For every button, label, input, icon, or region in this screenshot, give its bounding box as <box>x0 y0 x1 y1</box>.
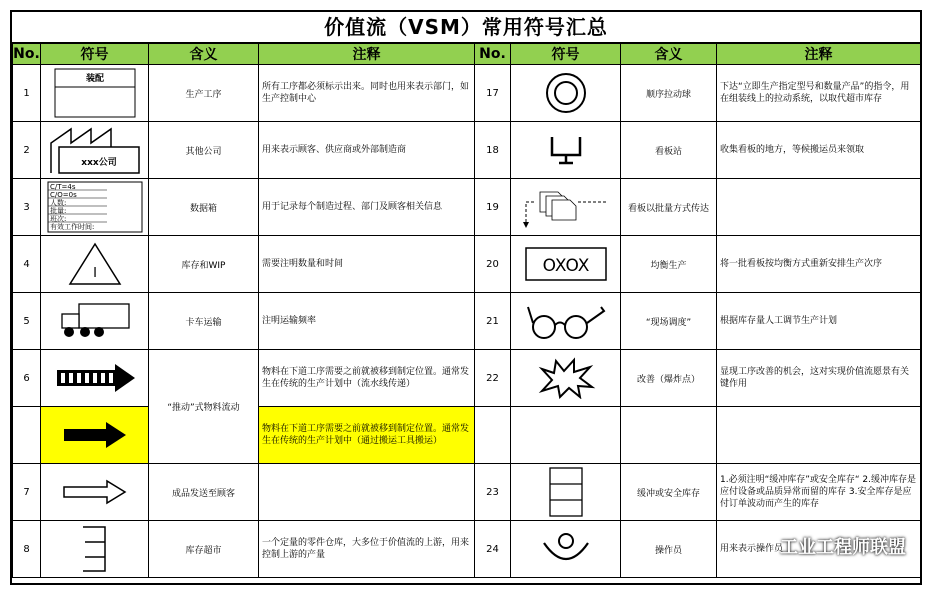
row-note: 用来表示顾客、供应商或外部制造商 <box>259 122 475 179</box>
data-box-line: 有效工作时间: <box>49 223 94 231</box>
supermarket-icon <box>41 521 149 578</box>
row-meaning: 库存超市 <box>149 521 259 578</box>
row-meaning <box>621 407 717 464</box>
row-note: 根据库存量人工调节生产计划 <box>717 293 921 350</box>
sequence-pull-ball-icon <box>511 65 621 122</box>
operator-icon <box>511 521 621 578</box>
data-box-line: C/O=0s <box>49 191 77 199</box>
row-meaning: 缓冲或安全库存 <box>621 464 717 521</box>
row-no: 3 <box>13 179 41 236</box>
row-meaning: 看板以批量方式传达 <box>621 179 717 236</box>
row-no: 18 <box>475 122 511 179</box>
data-box-line: 批量: <box>49 207 66 215</box>
data-box-line: C/T=4s <box>49 183 75 191</box>
row-meaning: 成品发送至顾客 <box>149 464 259 521</box>
row-meaning: 顺序拉动球 <box>621 65 717 122</box>
inventory-label: I <box>92 266 97 281</box>
row-note: 将一批看板按均衡方式重新安排生产次序 <box>717 236 921 293</box>
table-row <box>13 236 921 293</box>
header-no-2: No. <box>475 44 511 65</box>
header-meaning: 含义 <box>149 44 259 65</box>
row-no: 6 <box>13 350 41 407</box>
row-meaning: 其他公司 <box>149 122 259 179</box>
table-row <box>13 464 921 521</box>
row-no: 23 <box>475 464 511 521</box>
row-no: 20 <box>475 236 511 293</box>
row-meaning: 均衡生产 <box>621 236 717 293</box>
row-no: 21 <box>475 293 511 350</box>
row-meaning: 看板站 <box>621 122 717 179</box>
push-arrow-solid-icon <box>41 407 149 464</box>
data-box-line: 人数: <box>49 199 66 207</box>
row-meaning: 数据箱 <box>149 179 259 236</box>
vsm-sheet <box>10 10 922 585</box>
table-row <box>13 293 921 350</box>
header-note: 注释 <box>259 44 475 65</box>
header-symbol-2: 符号 <box>511 44 621 65</box>
row-note: 显现工序改善的机会，这对实现价值流愿景有关键作用 <box>717 350 921 407</box>
truck-icon <box>41 293 149 350</box>
table-row <box>13 122 921 179</box>
row-meaning: 库存和WIP <box>149 236 259 293</box>
row-meaning: 操作员 <box>621 521 717 578</box>
row-note <box>717 407 921 464</box>
shipment-arrow-icon <box>41 464 149 521</box>
load-leveling-icon <box>511 236 621 293</box>
header-symbol: 符号 <box>41 44 149 65</box>
row-note: 1.必须注明“缓冲库存”或安全库存“ 2.缓冲库存是应付设备或品质异常而留的库存 3.安全库存是应付订单波动而产生的库存 <box>717 464 921 521</box>
row-no: 19 <box>475 179 511 236</box>
row-no: 8 <box>13 521 41 578</box>
row-meaning: “推动”式物料流动 <box>149 350 259 464</box>
row-no: 22 <box>475 350 511 407</box>
header-row <box>13 44 921 65</box>
header-meaning-2: 含义 <box>621 44 717 65</box>
row-note: 物料在下道工序需要之前就被移到制定位置。通常发生在传统的生产计划中（通过搬运工具搬运） <box>259 407 475 464</box>
row-note: 用来表示操作员 <box>717 521 921 578</box>
row-no <box>475 407 511 464</box>
table-row <box>13 65 921 122</box>
row-note <box>717 179 921 236</box>
row-no: 2 <box>13 122 41 179</box>
row-note <box>259 464 475 521</box>
kanban-batch-icon <box>511 179 621 236</box>
row-no: 1 <box>13 65 41 122</box>
row-no: 4 <box>13 236 41 293</box>
symbol-table <box>12 43 921 578</box>
row-note: 所有工序都必须标示出来。同时也用来表示部门，如生产控制中心 <box>259 65 475 122</box>
row-meaning: 改善（爆炸点） <box>621 350 717 407</box>
factory-label: xxx公司 <box>80 158 117 168</box>
row-note: 收集看板的地方，等候搬运员来领取 <box>717 122 921 179</box>
row-note: 物料在下道工序需要之前就被移到制定位置。通常发生在传统的生产计划中（流水线传递） <box>259 350 475 407</box>
row-no: 24 <box>475 521 511 578</box>
row-note: 下达“立即生产指定型号和数量产品”的指令，用在组装线上的拉动系统，以取代超市库存 <box>717 65 921 122</box>
watermark: 工业工程师联盟 <box>780 537 906 558</box>
row-note: 一个定量的零件仓库，大多位于价值流的上游，用来控制上游的产量 <box>259 521 475 578</box>
data-box-icon <box>41 179 149 236</box>
row-meaning: 生产工序 <box>149 65 259 122</box>
load-leveling-label: OXOX <box>542 256 589 276</box>
empty-symbol <box>511 407 621 464</box>
header-note-2: 注释 <box>717 44 921 65</box>
row-no <box>13 407 41 464</box>
kaizen-burst-icon <box>511 350 621 407</box>
row-note: 需要注明数量和时间 <box>259 236 475 293</box>
row-meaning: 卡车运输 <box>149 293 259 350</box>
page-title: 价值流（VSM）常用符号汇总 <box>12 12 920 43</box>
table-row <box>13 350 921 407</box>
header-no: No. <box>13 44 41 65</box>
kanban-post-icon <box>511 122 621 179</box>
row-no: 7 <box>13 464 41 521</box>
data-box-line: 班次: <box>49 215 66 223</box>
process-box-icon <box>41 65 149 122</box>
process-box-label: 装配 <box>85 74 104 84</box>
row-no: 17 <box>475 65 511 122</box>
row-meaning: “现场调度” <box>621 293 717 350</box>
safety-stock-icon <box>511 464 621 521</box>
row-note: 注明运输频率 <box>259 293 475 350</box>
row-note: 用于记录每个制造过程、部门及顾客相关信息 <box>259 179 475 236</box>
table-row <box>13 179 921 236</box>
push-arrow-striped-icon <box>41 350 149 407</box>
row-no: 5 <box>13 293 41 350</box>
glasses-icon <box>511 293 621 350</box>
inventory-triangle-icon <box>41 236 149 293</box>
factory-icon <box>41 122 149 179</box>
